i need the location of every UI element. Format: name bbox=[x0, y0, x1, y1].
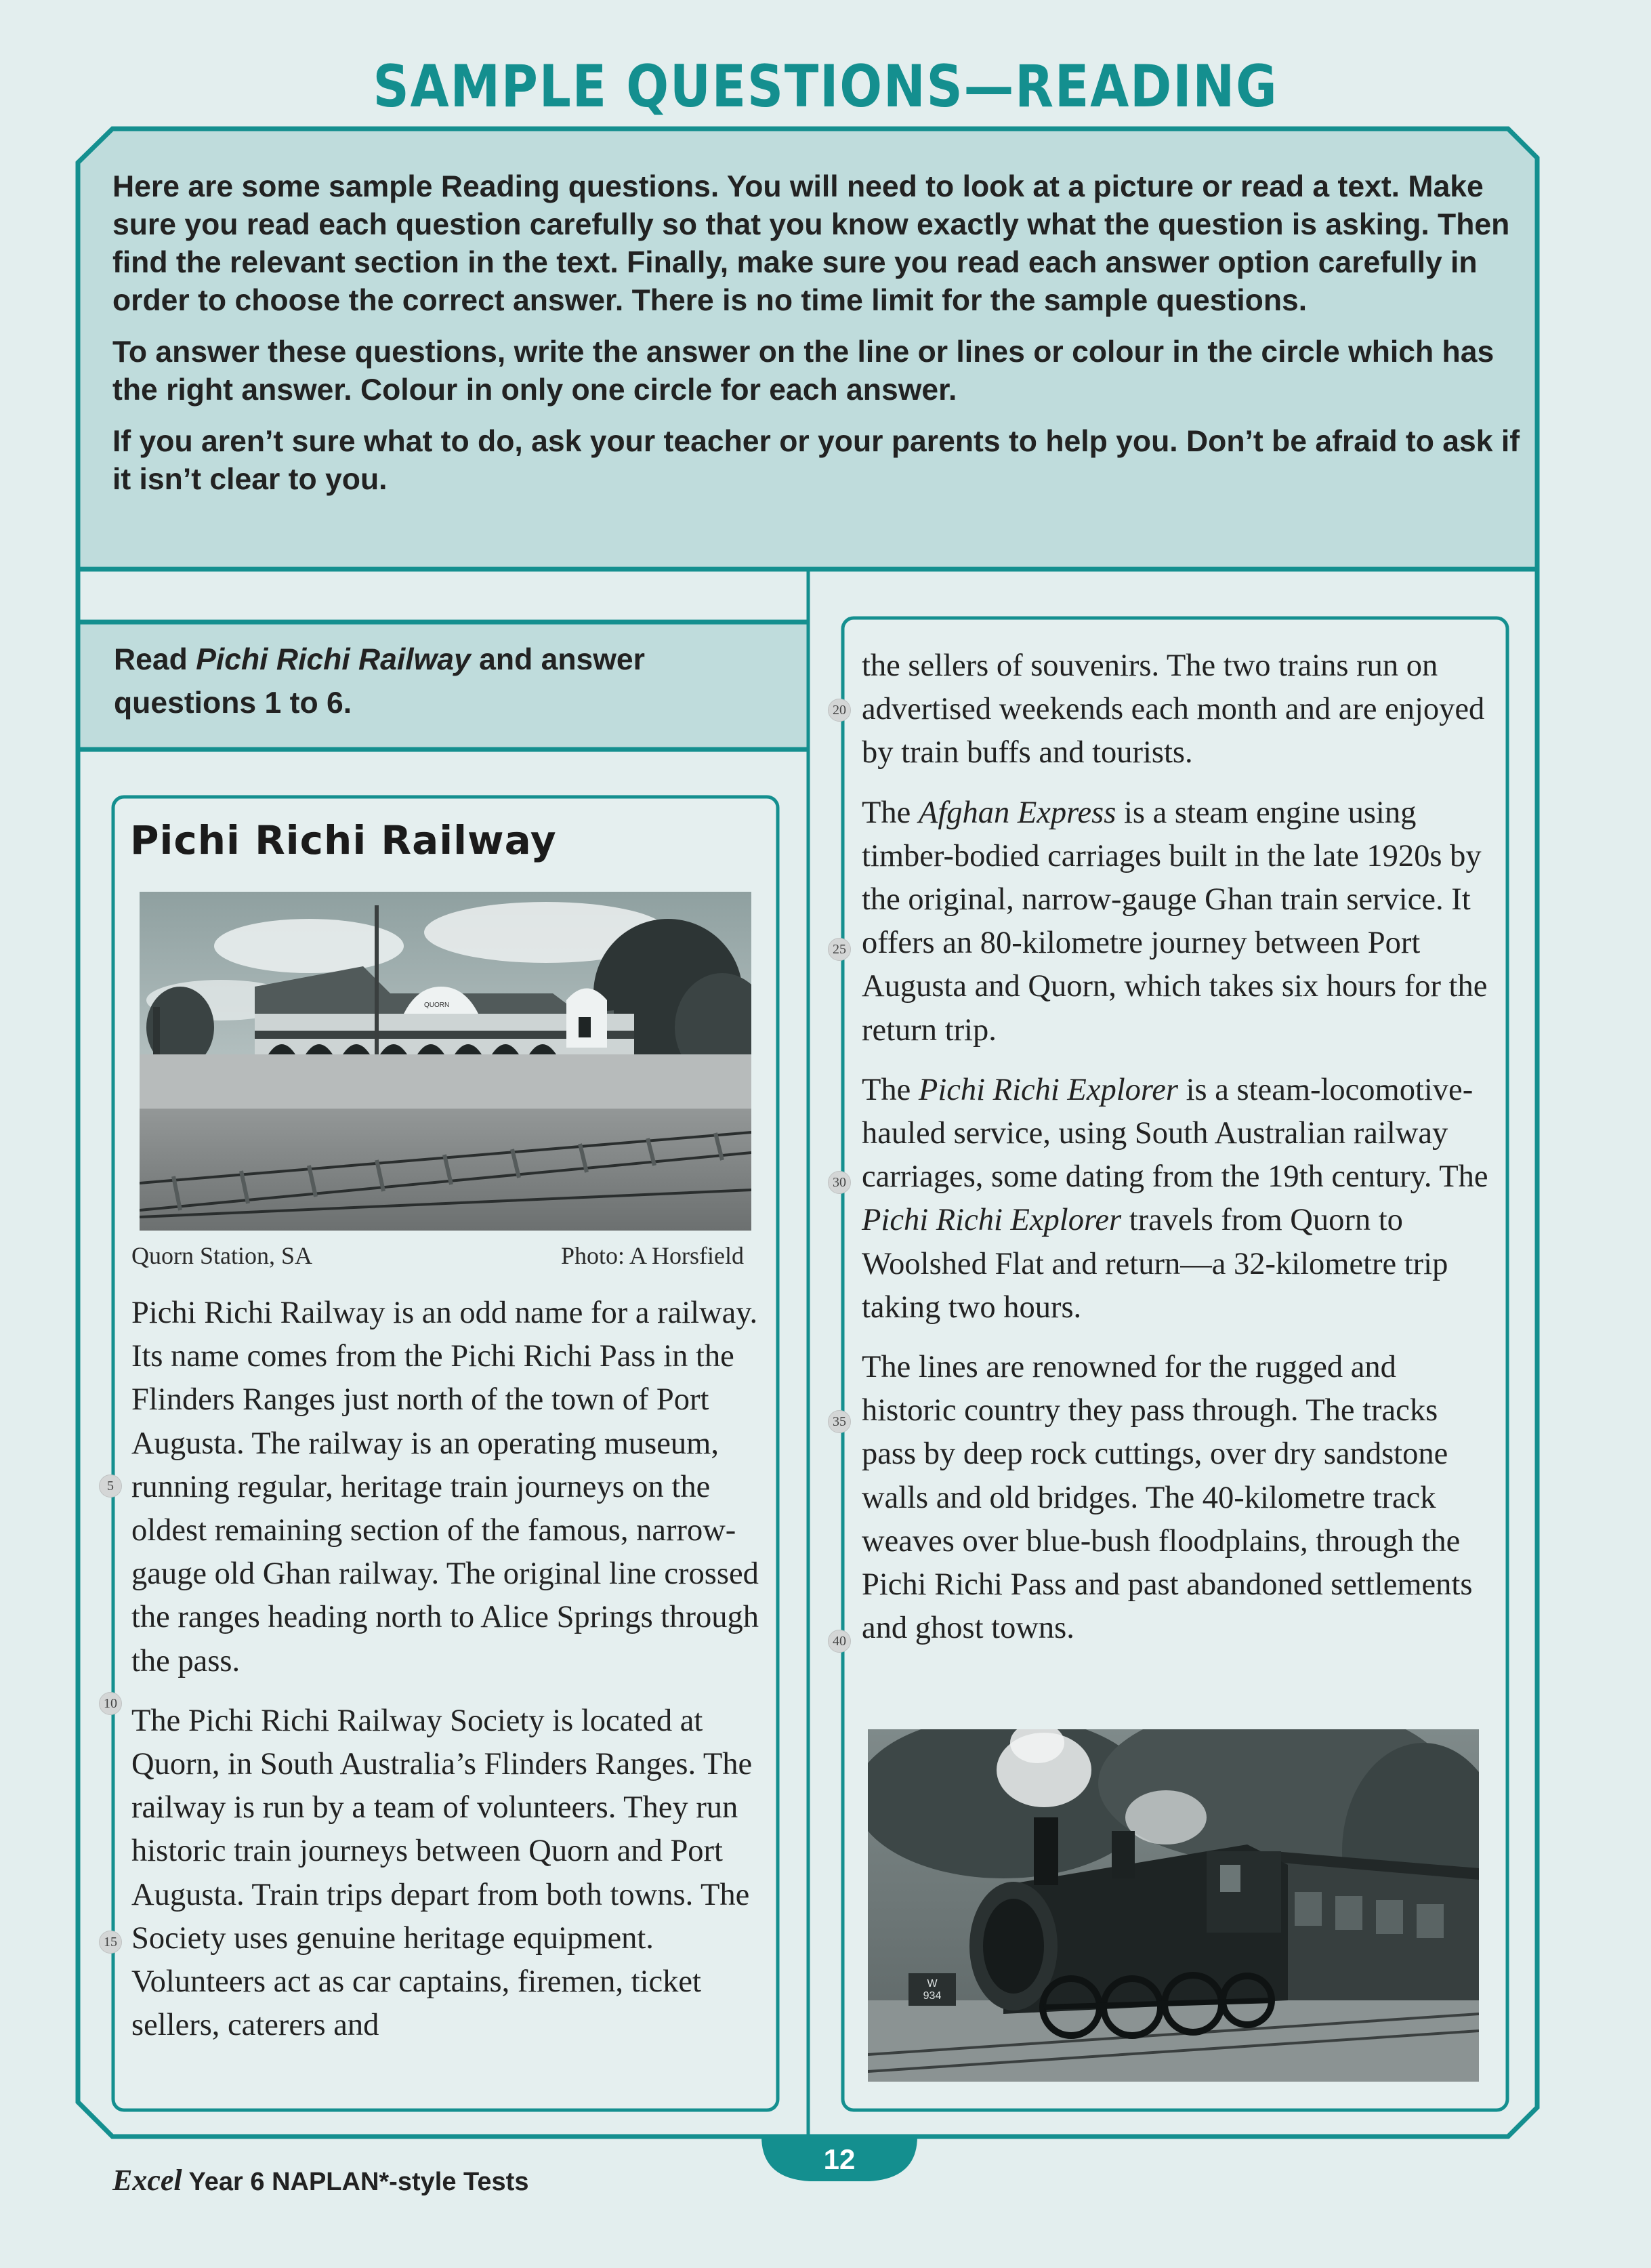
passage-paragraph: the sellers of souvenirs. The two trains run on advertised weekends each month and are enjoyed by train buffs and tourists. bbox=[862, 648, 1485, 770]
passage-paragraph: The Pichi Richi Explorer is a steam-locomotive-hauled service, using South Australian railway carriages, some dating from the 19th century. The Pichi Richi Explorer travels from Quorn to Woolshed Flat and return—a 32-kilometre trip taking two hours. bbox=[862, 1072, 1488, 1325]
passage-paragraph: The Pichi Richi Railway Society is located at Quorn, in South Australia’s Flinders Ranges. The railway is run by a team of volunteers. They run historic train journeys between Quorn and Port Augusta. Train trips depart from both towns. The Society uses genuine heritage equipment. Volunteers act as car captains, firemen, ticket sellers, caterers and bbox=[131, 1703, 753, 2043]
line-number: 5 bbox=[99, 1475, 122, 1498]
line-number: 10 bbox=[99, 1692, 122, 1715]
line-number: 30 bbox=[828, 1171, 851, 1194]
photo-caption: Quorn Station, SA bbox=[131, 1242, 313, 1269]
excel-brand: Excel bbox=[112, 2164, 182, 2197]
passage-paragraph: The lines are renowned for the rugged and historic country they pass through. The tracks pass by deep rock cuttings, over dry sandstone walls and old bridges. The 40-kilometre track weaves over blue-bush floodplains, through the Pichi Richi Pass and past abandoned settlements and ghost towns. bbox=[862, 1350, 1473, 1646]
footer-title: Excel Year 6 NAPLAN*-style Tests bbox=[112, 2164, 529, 2197]
intro-paragraph: If you aren’t sure what to do, ask your teacher or your parents to help you. Don’t be afraid to ask if it isn’t clear to you. bbox=[112, 425, 1520, 496]
intro-paragraph: To answer these questions, write the answer on the line or lines or colour in the circle which has the right answer. Colour in only one circle for each answer. bbox=[112, 335, 1495, 407]
intro-text bbox=[112, 168, 1522, 512]
intro-paragraph: Here are some sample Reading questions. You will need to look at a picture or read a text. Make sure you read each question carefully so that you know exactly what the question is asking. Then find the relevant section in the text. Finally, make sure you read each answer option carefully in order to choose the correct answer. There is no time limit for the sample questions. bbox=[112, 170, 1510, 317]
passage-right-column bbox=[862, 644, 1492, 1666]
passage-left-column bbox=[131, 1292, 768, 2063]
line-number: 40 bbox=[828, 1630, 851, 1653]
reading-instruction: Read Pichi Richi Railway and answer questions 1 to 6. bbox=[114, 643, 645, 720]
line-number: 35 bbox=[828, 1410, 851, 1433]
line-number: 20 bbox=[828, 699, 851, 722]
passage-paragraph: Pichi Richi Railway is an odd name for a railway. Its name comes from the Pichi Richi Pass in the Flinders Ranges just north of the town of Port Augusta. The railway is an operating museum, running regular, heritage train journeys on the oldest remaining section of the famous, narrow-gauge old Ghan railway. The original line crossed the ranges heading north to Alice Springs through the pass. bbox=[131, 1296, 759, 1678]
line-number: 25 bbox=[828, 938, 851, 961]
photo-credit: Photo: A Horsfield bbox=[561, 1242, 745, 1269]
page-number: 12 bbox=[823, 2143, 856, 2175]
quorn-station-photo bbox=[140, 892, 751, 1231]
steam-locomotive-photo bbox=[868, 1729, 1479, 2082]
line-number: 15 bbox=[99, 1931, 122, 1954]
instruction-text-title: Pichi Richi Railway bbox=[196, 643, 471, 676]
passage-paragraph: The Afghan Express is a steam engine using timber-bodied carriages built in the late 1920s by the original, narrow-gauge Ghan train service. It offers an 80-kilometre journey between Port Augusta and Quorn, which takes six hours for the return trip. bbox=[862, 795, 1488, 1048]
station-sign: QUORN bbox=[424, 1002, 450, 1009]
passage-title: Pichi Richi Railway bbox=[130, 817, 557, 863]
locomotive-number-plate: W 934 bbox=[923, 1978, 942, 2002]
page-heading: SAMPLE QUESTIONS—READING bbox=[373, 53, 1278, 121]
